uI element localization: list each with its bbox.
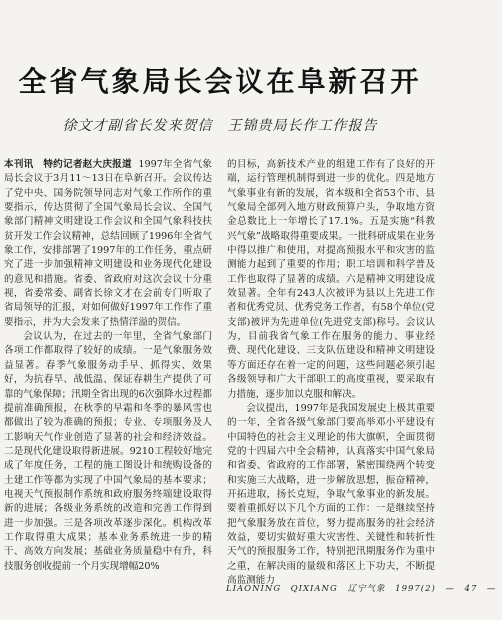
journal-name-pinyin: LIAONING QIXIANG <box>226 584 338 594</box>
byline: 本刊讯 特约记者赵大庆报道 <box>4 159 132 170</box>
article-title: 全省气象局长会议在阜新召开 <box>18 65 422 98</box>
right-column <box>227 158 435 586</box>
paragraph: 会议提出，1997年是我国发展史上极其重要的一年，全省各级气象部门要高举邓小平建设有中国特色的社会主义理论的伟大旗帜，全面贯彻党的十四届六中全会精神，认真落实中国气象局和省委、省政府的工作部署，紧密围绕两个转变和实施三大战略，进一步解放思想，振奋精神，开拓进取，扬长克短，争取气象事业的新发展。要着重抓好以下几个方面的工作：一是继续坚持把气象服务放在首位，努力提高服务的社会经济效益，要切实做好重大灾害性、关键性和转折性天气的预报服务工作，特别把汛期服务作为重中之重，在解决雨的量级和落区上下功夫，不断提高监测能力 <box>227 402 435 586</box>
page-number: — 47 — <box>445 584 497 594</box>
journal-name: 辽宁气象 <box>347 584 386 594</box>
paragraph: 的目标，高新技术产业的组建工作有了良好的开端，运行管理机制得到进一步的优化。四是地方气象事业有新的发展，省本级和全省53个市、县气象局全部列入地方财政预算户头，争取地方资金总数比上一年增长了17.1%。五是实施“科教兴气象”战略取得重要成果。一批科研成果在业务中得以推广和使用，对提高预报水平和灾害的监测能力起到了重要的作用；职工培训和科学普及工作也取得了显著的成绩。六是精神文明建设成效显著。全年有243人次被评为县以上先进工作者和优秀党员、优秀党务工作者，有58个单位(党支部)被评为先进单位(先进党支部)称号。会议认为，目前我省气象工作在服务的能力、事业经费、现代化建设、三支队伍建设和精神文明建设等方面还存在着一定的问题，这些问题必须引起各级领导和广大干部职工的高度重视，要采取有力措施，逐步加以克服和解决。 <box>227 159 435 400</box>
article-subtitle: 徐文才副省长发来贺信 王锦贵局长作工作报告 <box>62 118 378 134</box>
page-footer <box>226 582 497 594</box>
lead-paragraph <box>4 158 212 330</box>
paragraph: 会议认为，在过去的一年里，全省气象部门各项工作都取得了较好的成绩。一是气象服务效益显著。春季气象服务动手早、抓得实、效果好，为抗春旱、战低温、保证春耕生产提供了可靠的气象保障；汛期全省出现的6次强降水过程都提前准确预报，在秋季的早霜和冬季的暴风雪也都做出了较为准确的预报；专业、专项服务及人工影响天气作业创造了显著的社会和经济效益。二是现代化建设取得新进展。9210工程较好地完成了年度任务，工程的施工图设计和统购设备的土建工作等都为实现了中国气象局的基本要求；电视天气预报制作系统和政府服务终端建设取得新的进展；各级业务系统的改造和完善工作得到进一步加强。三是各项改革逐步深化。机构改革工作取得重大成果；基本业务系统进一步的精干、高效方向发展；基础业务质量稳中有升，科技服务创收提前一个月实现增幅20% <box>4 331 212 572</box>
paragraph-text: 1997年全省气象局长会议于3月11～13日在阜新召开。会议传达了党中央、国务院领导同志对气象工作所作的重要指示，传达贯彻了全国气象局长会议、全国气象部门精神文明建设工作会议和全国气象科技扶贫开发工作会议精神，总结回顾了1996年全省气象工作，安排部署了1997年的工作任务，重点研究了进一步加强精神文明建设和业务现代化建设的意见和措施。省委、省政府对这次会议十分重视，省委常委、副省长徐文才在会前专门听取了省局领导的汇报，对如何做好1997年工作作了重要指示，并为大会发来了热情洋溢的贺信。 <box>4 159 212 328</box>
left-column <box>4 158 212 570</box>
issue-number: 1997(2) <box>395 584 436 594</box>
